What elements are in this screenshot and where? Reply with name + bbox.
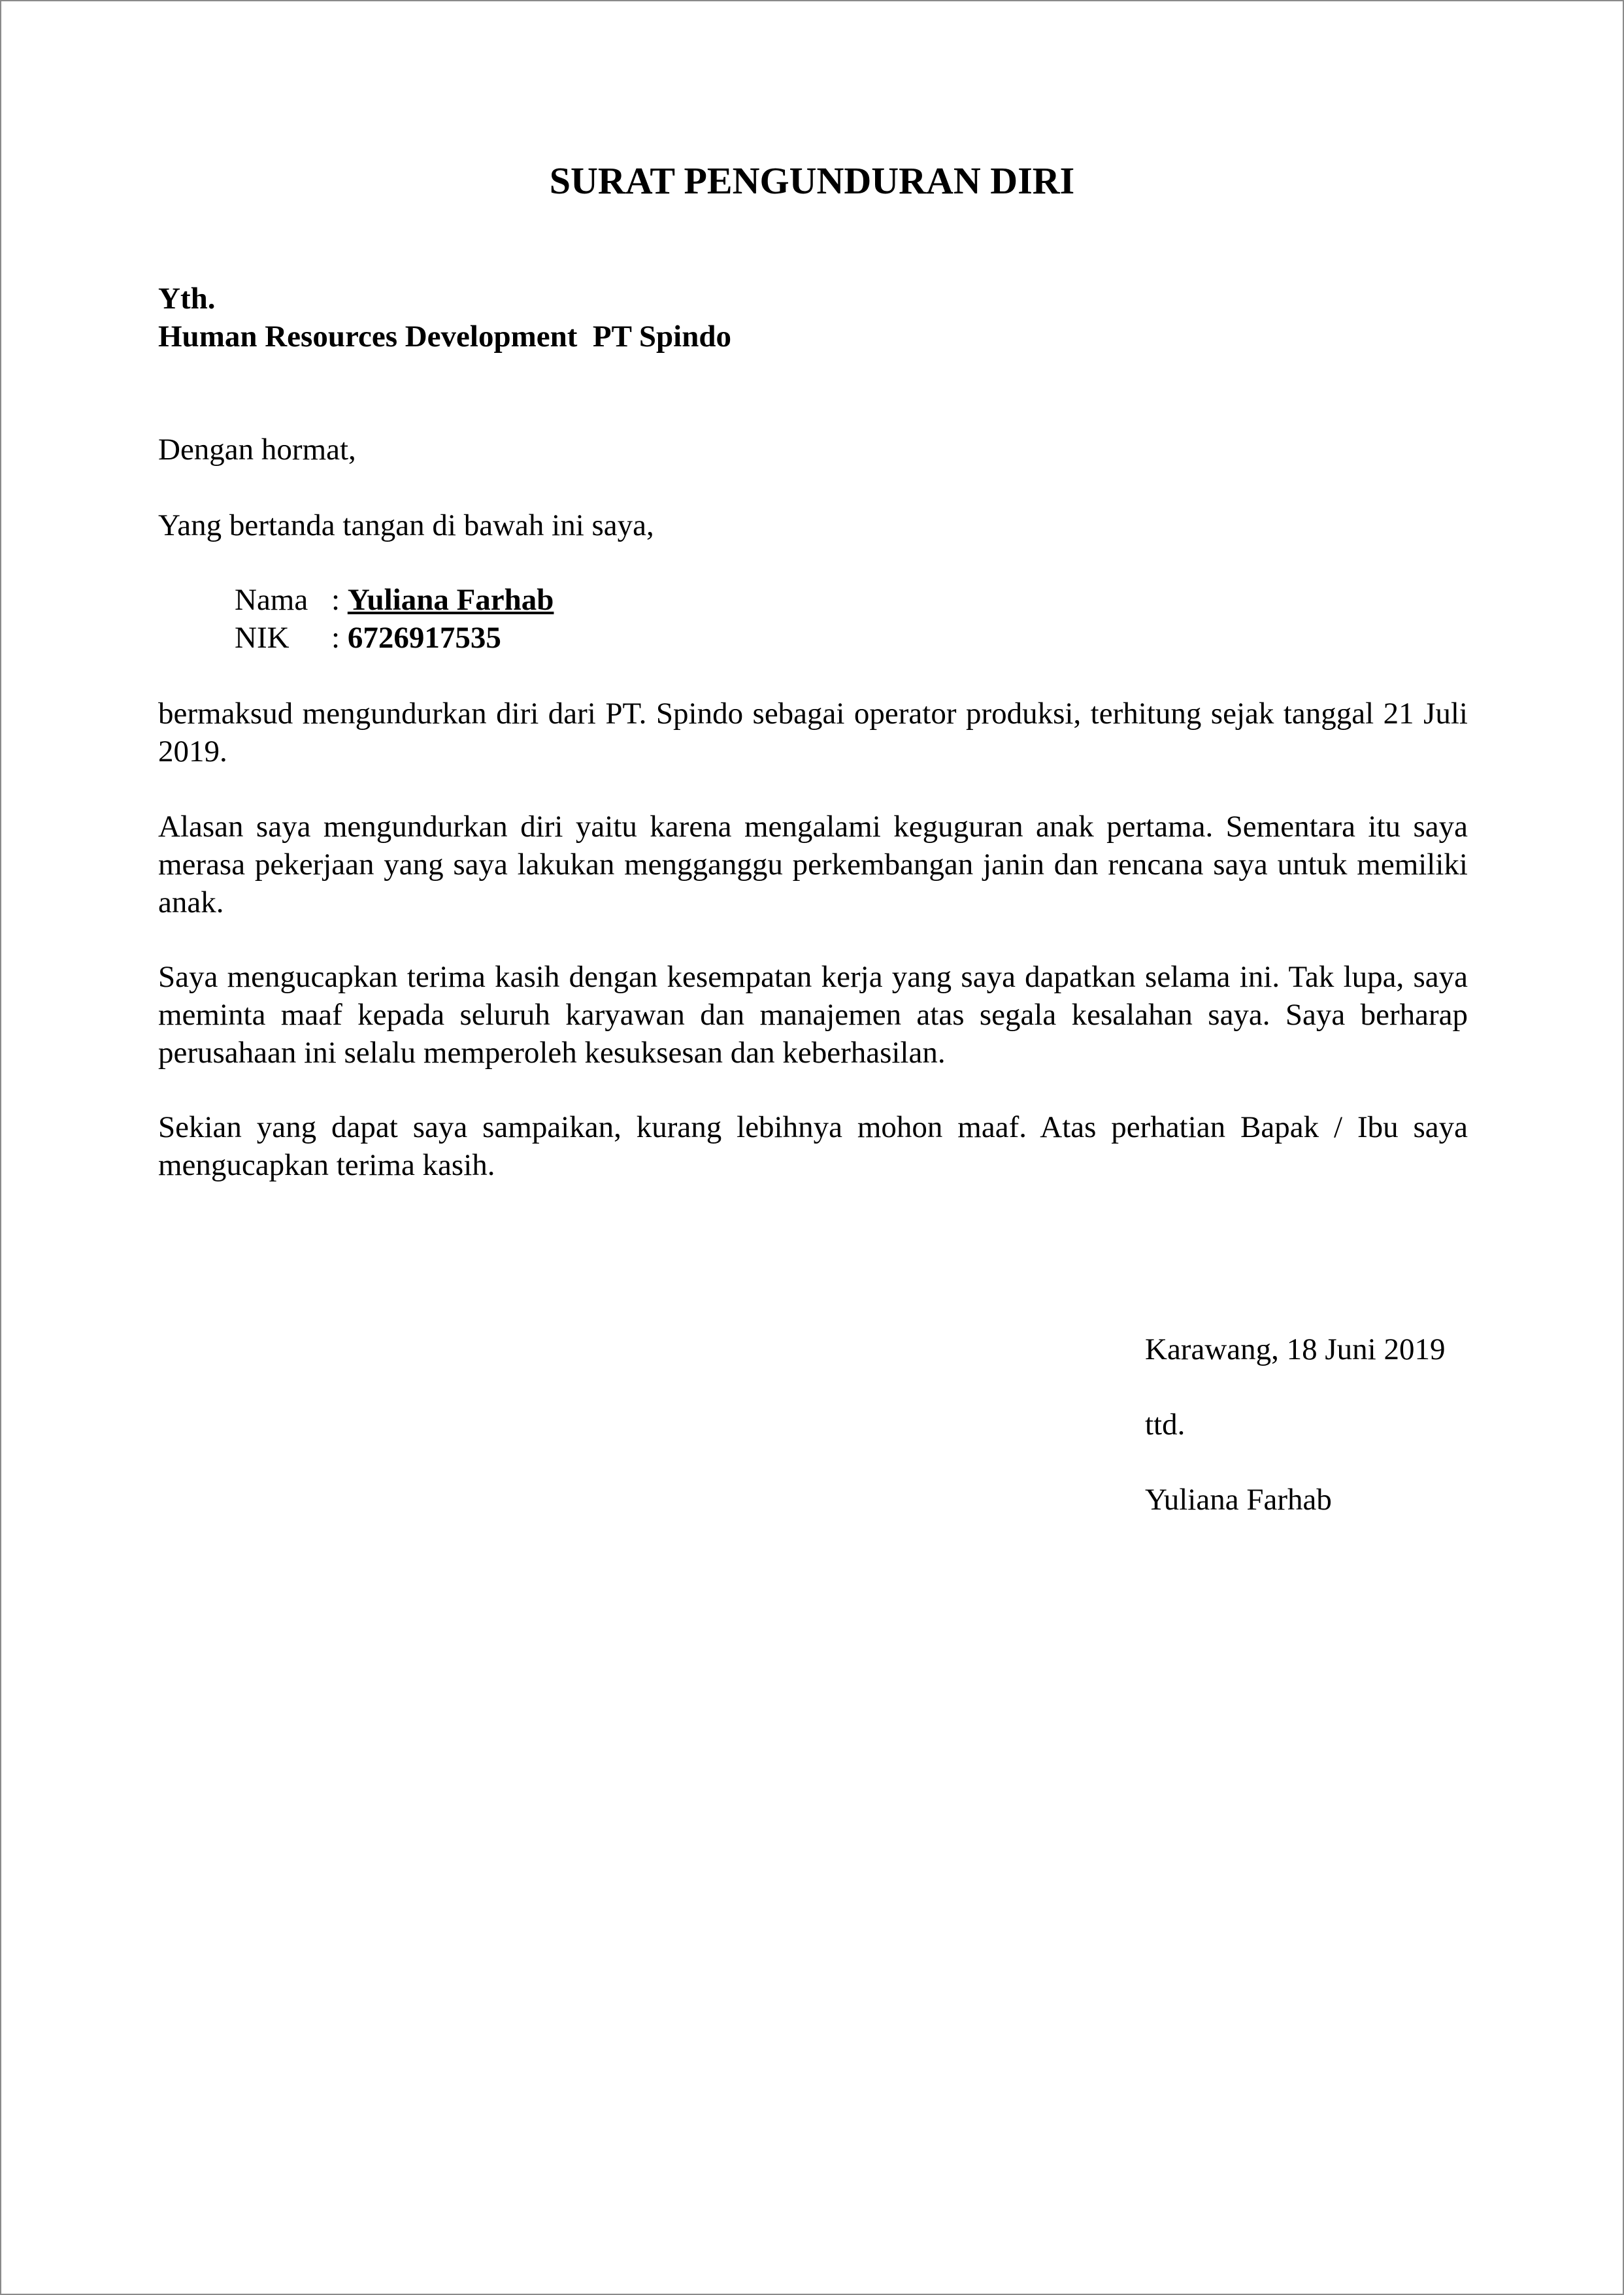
paragraph-text: Alasan saya mengundurkan diri yaitu karena mengalami keguguran anak pertama. Sementara itu saya merasa pekerjaan yang saya lakukan mengganggu perkembangan janin dan rencana saya untuk memiliki anak. [158,810,1468,919]
paragraph-closing [158,1108,1468,1184]
greeting: Dengan hormat, [158,433,356,467]
place-date: Karawang, 18 Juni 2019 [1145,1332,1446,1366]
paragraph-gratitude [158,958,1468,1072]
name-row [235,581,554,619]
nik-value: 6726917535 [347,621,501,655]
intro-line: Yang bertanda tangan di bawah ini saya, [158,508,654,542]
recipient-salutation: Yth. [158,282,216,316]
signature-block [1145,1330,1445,1519]
paragraph-reason [158,808,1468,921]
signer-name: Yuliana Farhab [1145,1483,1332,1517]
paragraph-text: Sekian yang dapat saya sampaikan, kurang lebihnya mohon maaf. Atas perhatian Bapak / Ibu saya mengucapkan terima kasih. [158,1110,1468,1182]
recipient-department: Human Resources Development PT Spindo [158,320,731,354]
sign-note: ttd. [1145,1408,1185,1442]
identity-block [235,581,554,657]
paragraph-text: bermaksud mengundurkan diri dari PT. Spindo sebagai operator produksi, terhitung sejak tanggal 21 Juli 2019. [158,697,1468,768]
recipient-block [158,280,1073,355]
paragraph-text: Saya mengucapkan terima kasih dengan kesempatan kerja yang saya dapatkan selama ini. Tak lupa, saya meminta maaf kepada seluruh karyawan dan manajemen atas segala kesalahan saya. Saya berharap perusahaan ini selalu memperoleh kesuksesan dan keberhasilan. [158,960,1468,1070]
nik-label: NIK [235,621,290,655]
name-value: Yuliana Farhab [347,583,554,617]
paragraph-resignation-statement [158,695,1468,770]
nik-row [235,619,554,657]
name-separator: : [331,583,348,617]
letter-title: SURAT PENGUNDURAN DIRI [549,159,1075,202]
nik-separator: : [331,621,348,655]
name-label: Nama [235,583,308,617]
